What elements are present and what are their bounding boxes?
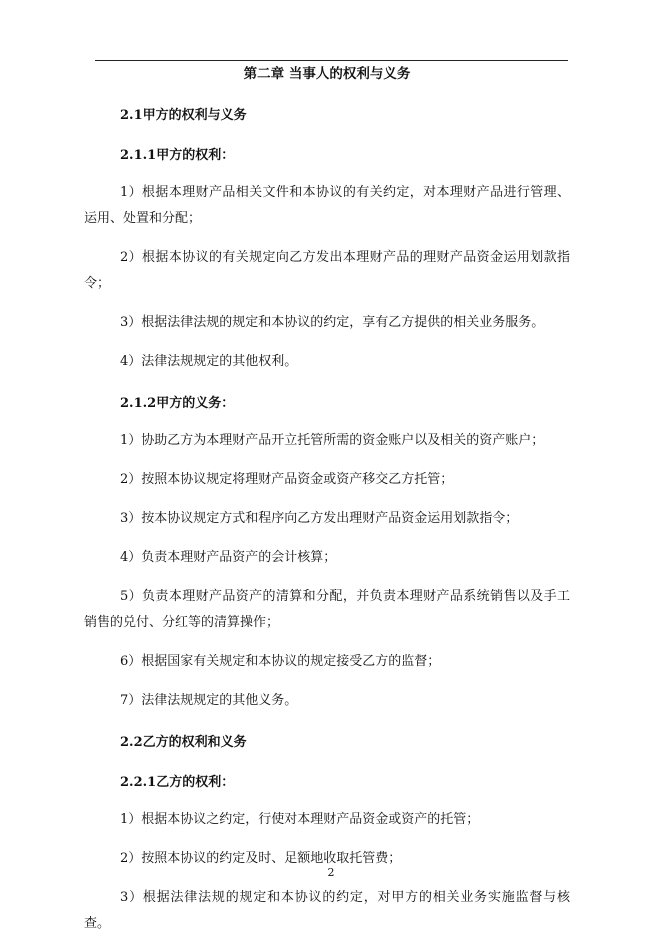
section-heading: 2.2乙方的权利和义务 [120, 735, 247, 750]
chapter-title: 第二章 当事人的权利与义务 [243, 66, 411, 82]
list-item: 1）根据本理财产品相关文件和本协议的有关约定，对本理财产品进行管理、运用、处置和分配； [84, 185, 570, 226]
list-item: 6）根据国家有关规定和本协议的规定接受乙方的监督； [120, 654, 441, 669]
subsection-heading: 2.1.1甲方的权利： [120, 148, 235, 163]
list-item: 2）按照本协议规定将理财产品资金或资产移交乙方托管； [120, 472, 454, 487]
list-item: 1）根据本协议之约定，行使对本理财产品资金或资产的托管； [120, 812, 480, 827]
list-item: 3）根据法律法规的规定和本协议的约定，享有乙方提供的相关业务服务。 [120, 315, 545, 330]
document-body [84, 62, 570, 937]
list-item: 1）协助乙方为本理财产品开立托管所需的资金账户以及相关的资产账户； [120, 433, 545, 448]
list-item: 4）法律法规规定的其他权利。 [120, 354, 298, 369]
header-rule [95, 60, 568, 61]
list-item: 7）法律法规规定的其他义务。 [120, 693, 298, 708]
list-item: 3）根据法律法规的规定和本协议的约定，对甲方的相关业务实施监督与核查。 [84, 890, 570, 931]
list-item: 2）按照本协议的约定及时、足额地收取托管费； [120, 851, 402, 866]
page-number: 2 [327, 866, 335, 879]
section-heading: 2.1甲方的权利与义务 [120, 108, 247, 123]
list-item: 5）负责本理财产品资产的清算和分配，并负责本理财产品系统销售以及手工销售的兑付、分红等的清算操作； [84, 589, 570, 630]
list-item: 2）根据本协议的有关规定向乙方发出本理财产品的理财产品资金运用划款指令； [84, 250, 570, 291]
list-item: 4）负责本理财产品资产的会计核算； [120, 550, 337, 565]
subsection-heading: 2.2.1乙方的权利： [120, 775, 235, 790]
subsection-heading: 2.1.2甲方的义务： [120, 396, 235, 411]
list-item: 3）按本协议规定方式和程序向乙方发出理财产品资金运用划款指令； [120, 511, 519, 526]
